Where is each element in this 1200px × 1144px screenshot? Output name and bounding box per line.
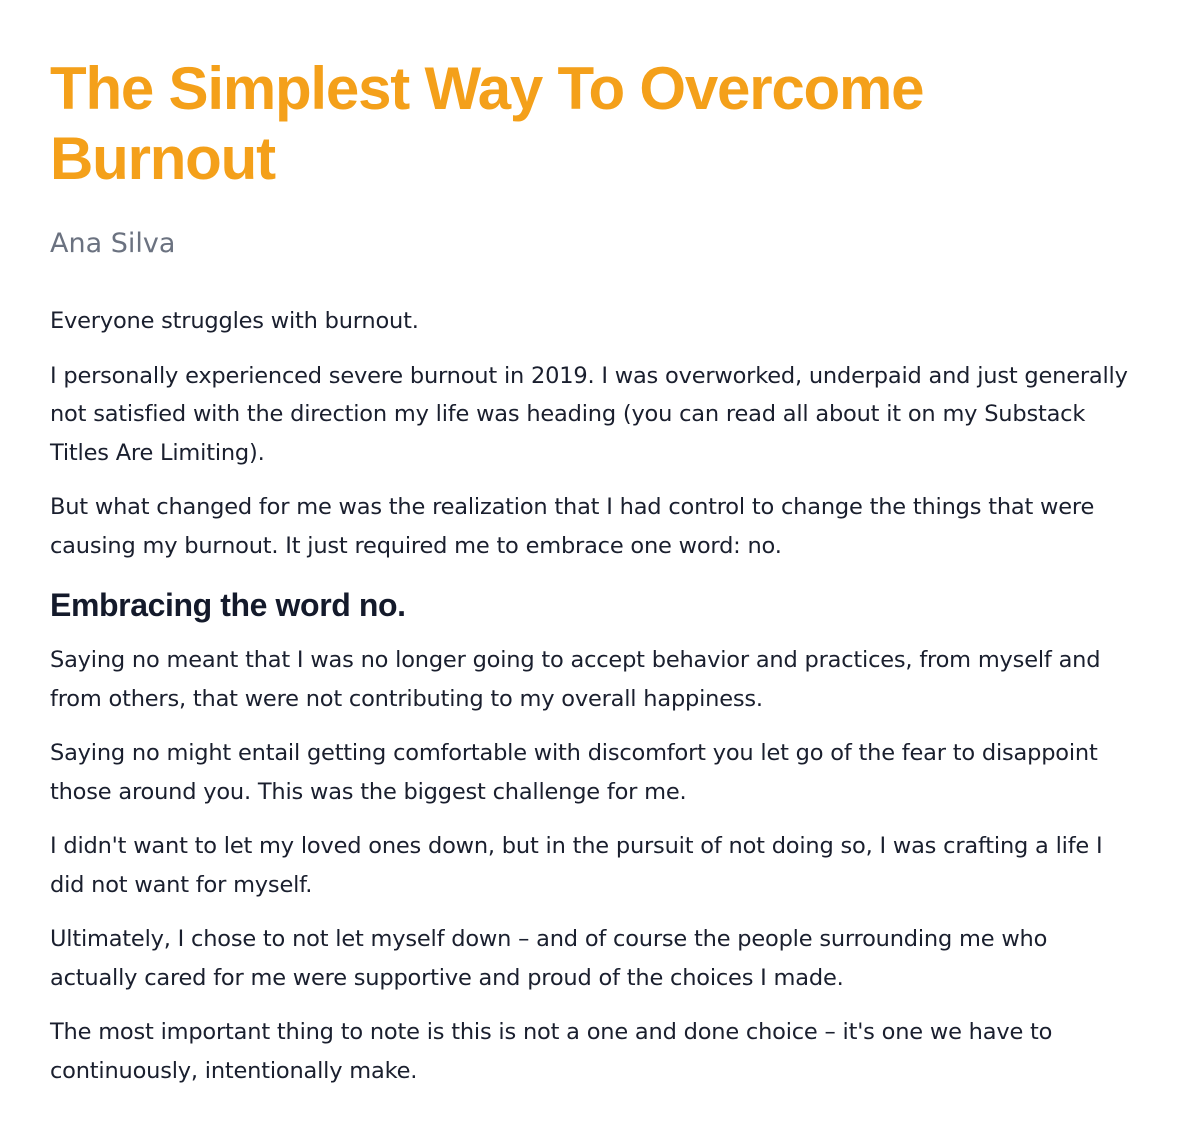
paragraph: I personally experienced severe burnout in 2019. I was overworked, underpaid and just generally not satisfied with the direction my life was heading (you can read all about it on my Substack Titles Are Limiting). — [50, 362, 1128, 466]
article-title: The Simplest Way To Overcome Burnout — [50, 55, 924, 192]
article-body — [50, 302, 1140, 1090]
article-author: Ana Silva — [50, 228, 176, 259]
paragraph: Everyone struggles with burnout. — [50, 308, 419, 334]
paragraph: I didn't want to let my loved ones down, but in the pursuit of not doing so, I was crafting a life I did not want for myself. — [50, 833, 1103, 898]
paragraph: But what changed for me was the realization that I had control to change the things that were causing my burnout. It just required me to embrace one word: no. — [50, 494, 1095, 559]
paragraph: The most important thing to note is this is not a one and done choice – it's one we have to continuously, intentionally make. — [50, 1019, 1053, 1084]
paragraph: Ultimately, I chose to not let myself down – and of course the people surrounding me who actually cared for me were supportive and proud of the choices I made. — [50, 926, 1048, 991]
paragraph: Saying no might entail getting comfortable with discomfort you let go of the fear to disappoint those around you. This was the biggest challenge for me. — [50, 740, 1098, 805]
section-heading: Embracing the word no. — [50, 587, 406, 623]
paragraph: Saying no meant that I was no longer going to accept behavior and practices, from myself and from others, that were not contributing to my overall happiness. — [50, 647, 1101, 712]
